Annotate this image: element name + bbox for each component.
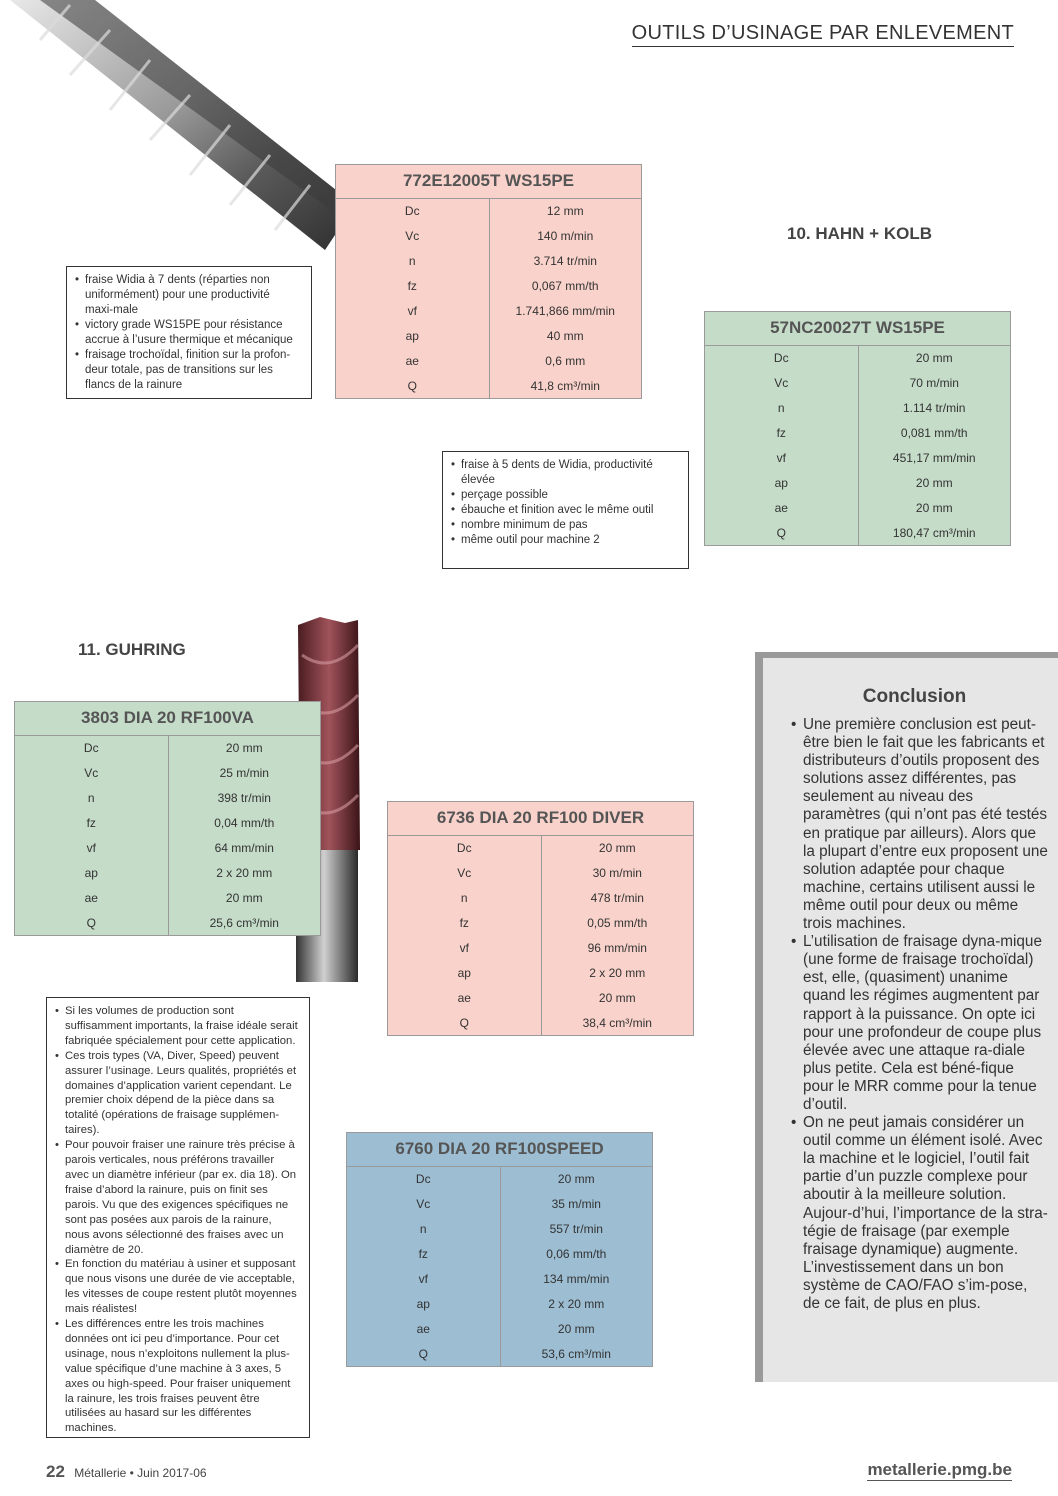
list-item: • On ne peut jamais considérer un outil comme un élément isolé. Avec la machine et le logiciel, l’outil fait partie d’un puzzle complexe pour aboutir à la meilleure solution. Aujour-d’hui, l’importance de la stra-tégie de fraisage (par exemple fraisage dynamique) augmente. L’investissement dans un bon système de CAO/FAO s’im-pose, de ce fait, de plus en plus.	[791, 1114, 1048, 1313]
table-row: vf 1.741,866 mm/min	[336, 298, 641, 323]
table-row: ae 20 mm	[705, 495, 1010, 520]
conclusion-title: Conclusion	[862, 686, 967, 707]
table-row: fz 0,05 mm/th	[388, 910, 693, 935]
footer-left	[46, 1462, 207, 1482]
list-item: • Si les volumes de production sont suffisamment importants, la fraise idéale serait fabriquée spécialement pour cette application.	[55, 1004, 299, 1049]
list-item: • fraisage trochoïdal, finition sur la profon-deur totale, pas de transitions sur les flancs de la rainure	[75, 348, 301, 393]
spec-table-772e	[335, 164, 642, 399]
list-item: • ébauche et finition avec le même outil	[451, 503, 678, 518]
table-row: Dc 20 mm	[15, 735, 320, 760]
table-row: n 478 tr/min	[388, 885, 693, 910]
table-row: fz 0,06 mm/th	[347, 1241, 652, 1266]
section-title-guhring: 11. GUHRING	[78, 640, 186, 659]
conclusion-box	[755, 652, 1058, 1382]
table-row: vf 451,17 mm/min	[705, 445, 1010, 470]
table-row: ae 20 mm	[347, 1316, 652, 1341]
table-row: fz 0,081 mm/th	[705, 420, 1010, 445]
list-item: • Pour pouvoir fraiser une rainure très précise à parois verticales, nous préférons travailler avec un diamètre inférieur (par ex. dia 18). On fraise d’abord la rainure, puis on finit ses parois. Vu que des exigences spécifiques ne sont pas posées aux parois de la rainure, nous avons sélectionné des fraises avec un diamètre de 20.	[55, 1138, 299, 1257]
table-row: fz 0,067 mm/th	[336, 273, 641, 298]
list-item: • nombre minimum de pas	[451, 518, 678, 533]
table-row: fz 0,04 mm/th	[15, 810, 320, 835]
table-row: vf 96 mm/min	[388, 935, 693, 960]
list-item: • En fonction du matériau à usiner et supposant que nous visons une durée de vie acceptable, les vitesses de coupe restent plutôt moyennes mais réalistes!	[55, 1257, 299, 1317]
table-row: Vc 30 m/min	[388, 860, 693, 885]
spec-table-3803	[14, 701, 321, 936]
table-title: 3803 DIA 20 RF100VA	[15, 702, 320, 735]
table-row: ae 20 mm	[388, 985, 693, 1010]
table-row: Dc 20 mm	[347, 1166, 652, 1191]
table-row: Dc 20 mm	[388, 835, 693, 860]
list-item: • Les différences entre les trois machines données ont ici peu d’importance. Pour cet usinage, nous n’exploitons nullement la plus-value spécifique d’une machine à 3 axes, 5 axes ou high-speed. Pour fraiser uniquement la rainure, les trois fraises peuvent être utilisées au hasard sur les différentes machines.	[55, 1317, 299, 1436]
table-title: 6760 DIA 20 RF100SPEED	[347, 1133, 652, 1166]
table-row: n 3.714 tr/min	[336, 248, 641, 273]
table-row: Q 41,8 cm³/min	[336, 373, 641, 398]
table-row: Vc 35 m/min	[347, 1191, 652, 1216]
note-box-widia-7	[66, 266, 312, 399]
list-item: • Ces trois types (VA, Diver, Speed) peuvent assurer l’usinage. Leurs qualités, propriétés et domaines d’application varient cependant. Le premier choix dépend de la pièce dans sa totalité (opérations de fraisage supplémen-taires).	[55, 1049, 299, 1138]
list-item: • fraise à 5 dents de Widia, productivité élevée	[451, 458, 678, 488]
table-row: Dc 20 mm	[705, 345, 1010, 370]
spec-table-6760	[346, 1132, 653, 1367]
table-row: Q 38,4 cm³/min	[388, 1010, 693, 1035]
table-row: Dc 12 mm	[336, 198, 641, 223]
table-row: vf 64 mm/min	[15, 835, 320, 860]
table-row: Vc 25 m/min	[15, 760, 320, 785]
table-row: Vc 140 m/min	[336, 223, 641, 248]
spec-table-57nc	[704, 311, 1011, 546]
table-row: ae 20 mm	[15, 885, 320, 910]
table-row: vf 134 mm/min	[347, 1266, 652, 1291]
table-title: 772E12005T WS15PE	[336, 165, 641, 198]
table-row: ap 2 x 20 mm	[15, 860, 320, 885]
table-row: Q 25,6 cm³/min	[15, 910, 320, 935]
end-mill-image-1	[0, 0, 360, 260]
table-row: ae 0,6 mm	[336, 348, 641, 373]
table-row: n 1.114 tr/min	[705, 395, 1010, 420]
table-row: ap 2 x 20 mm	[347, 1291, 652, 1316]
list-item: • victory grade WS15PE pour résistance accrue à l’usure thermique et mécanique	[75, 318, 301, 348]
table-title: 57NC20027T WS15PE	[705, 312, 1010, 345]
page-number: 22	[46, 1462, 65, 1481]
table-row: n 557 tr/min	[347, 1216, 652, 1241]
list-item: • Une première conclusion est peut-être bien le fait que les fabricants et distributeurs d’outils proposent des solutions assez différentes, pas seulement au niveau des paramètres (qui n’ont pas été testés en pratique par ailleurs). Alors que la plupart d’entre eux proposent une solution adaptée pour chaque machine, certains utilisent aussi le même outil pour deux ou même trois machines.	[791, 716, 1048, 933]
table-row: ap 2 x 20 mm	[388, 960, 693, 985]
table-row: Q 180,47 cm³/min	[705, 520, 1010, 545]
list-item: • fraise Widia à 7 dents (réparties non uniformément) pour une productivité maxi-male	[75, 273, 301, 318]
table-row: ap 20 mm	[705, 470, 1010, 495]
table-row: ap 40 mm	[336, 323, 641, 348]
table-row: n 398 tr/min	[15, 785, 320, 810]
page-header-title: OUTILS D’USINAGE PAR ENLEVEMENT	[632, 22, 1014, 47]
list-item: • perçage possible	[451, 488, 678, 503]
table-title: 6736 DIA 20 RF100 DIVER	[388, 802, 693, 835]
table-row: Q 53,6 cm³/min	[347, 1341, 652, 1366]
list-item: • même outil pour machine 2	[451, 533, 678, 548]
spec-table-6736	[387, 801, 694, 1036]
footer-website-link[interactable]: metallerie.pmg.be	[867, 1460, 1012, 1479]
section-title-hahn-kolb: 10. HAHN + KOLB	[787, 224, 932, 243]
list-item: • L’utilisation de fraisage dyna-mique (une forme de fraisage trochoïdal) est, elle, (quasiment) unanime quand les régimes augmentent par rapport à la puissance. On opte ici pour une profondeur de coupe plus élevée avec une attaque ra-diale plus petite. Cela est béné-fique pour le MRR comme pour la tenue d’outil.	[791, 933, 1048, 1114]
note-box-widia-5	[442, 451, 689, 569]
magazine-issue: Métallerie • Juin 2017-06	[74, 1466, 207, 1480]
table-row: Vc 70 m/min	[705, 370, 1010, 395]
note-box-guhring	[46, 997, 310, 1438]
